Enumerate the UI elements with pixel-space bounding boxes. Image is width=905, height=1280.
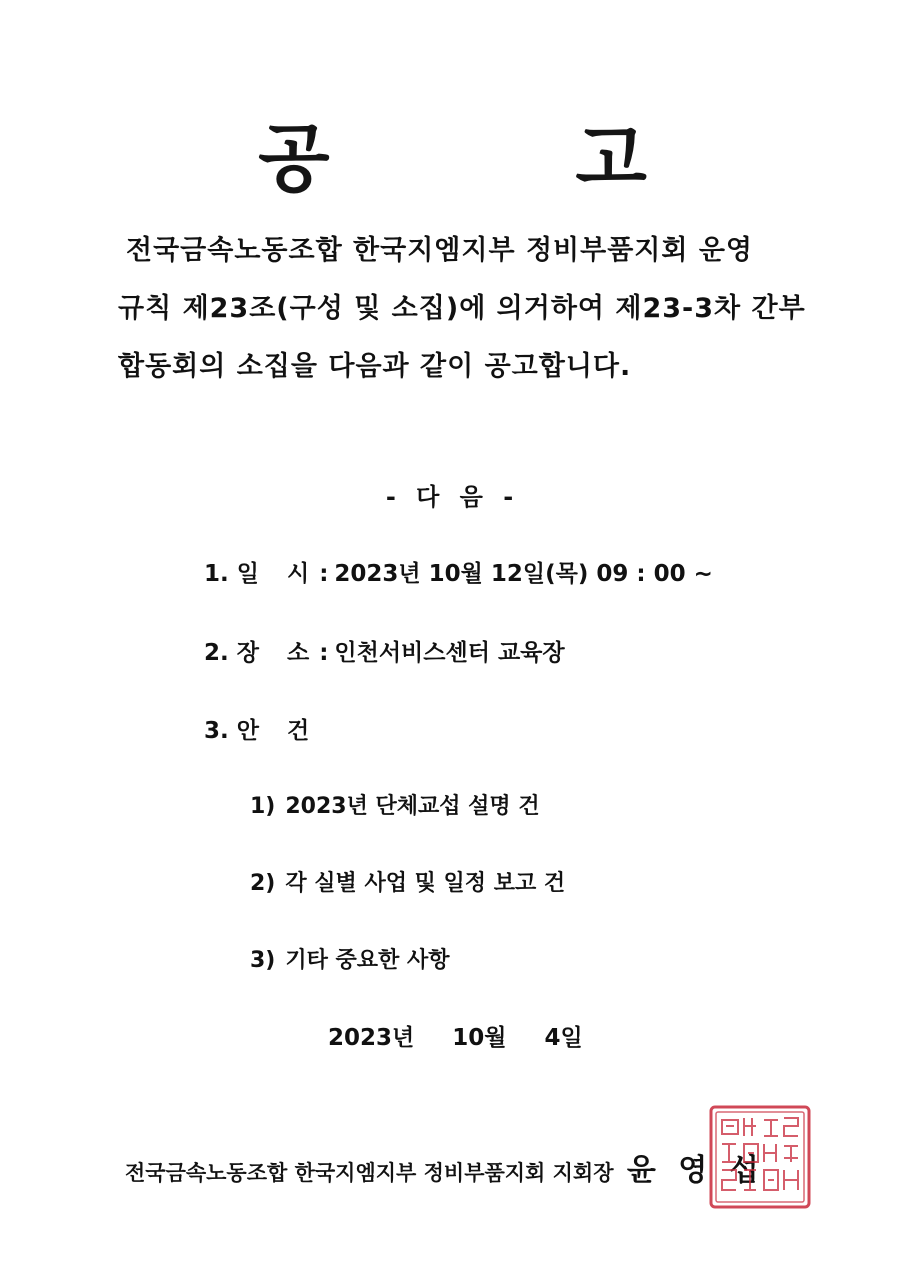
- date-month: 10월: [452, 1025, 507, 1051]
- signer-organization: 전국금속노동조합 한국지엠지부 정비부품지회 지회장: [125, 1161, 614, 1185]
- item-datetime: [204, 555, 713, 588]
- item-place: [204, 634, 565, 667]
- agenda-number: 3): [250, 948, 276, 973]
- item-agenda: [204, 712, 319, 745]
- intro-line-1: 전국금속노동조합 한국지엠지부 정비부품지회 운영: [126, 235, 754, 266]
- intro-line-2: 규칙 제23조(구성 및 소집)에 의거하여 제23-3차 간부: [118, 293, 806, 324]
- item-number: 1.: [204, 561, 229, 587]
- date-day: 4일: [544, 1025, 583, 1051]
- agenda-item-1: [250, 789, 540, 820]
- signer-line: [125, 1145, 765, 1189]
- agenda-text: 기타 중요한 사항: [285, 948, 450, 973]
- document-title: 공 고: [258, 116, 757, 202]
- agenda-text: 2023년 단체교섭 설명 건: [285, 794, 540, 819]
- notice-date: [328, 1019, 583, 1052]
- item-value: 2023년 10월 12일(목) 09 : 00 ~: [334, 561, 713, 587]
- item-value: 인천서비스센터 교육장: [334, 640, 565, 666]
- date-year: 2023년: [328, 1025, 415, 1051]
- signer-name: 윤 영 섭: [626, 1153, 765, 1188]
- agenda-text: 각 실별 사업 및 일정 보고 건: [285, 871, 566, 896]
- agenda-number: 2): [250, 871, 276, 896]
- item-separator: :: [319, 561, 329, 587]
- item-label: 장 소: [236, 640, 320, 666]
- agenda-item-3: [250, 943, 449, 974]
- agenda-number: 1): [250, 794, 276, 819]
- item-label: 일 시: [236, 561, 320, 587]
- agenda-item-2: [250, 866, 565, 897]
- intro-paragraph: [118, 222, 806, 396]
- section-heading: - 다 음 -: [385, 483, 520, 511]
- official-seal-stamp: [708, 1104, 812, 1210]
- item-number: 3.: [204, 718, 229, 744]
- item-separator: :: [319, 640, 329, 666]
- intro-line-3: 합동회의 소집을 다음과 같이 공고합니다.: [118, 351, 632, 382]
- item-number: 2.: [204, 640, 229, 666]
- item-label: 안 건: [236, 718, 320, 744]
